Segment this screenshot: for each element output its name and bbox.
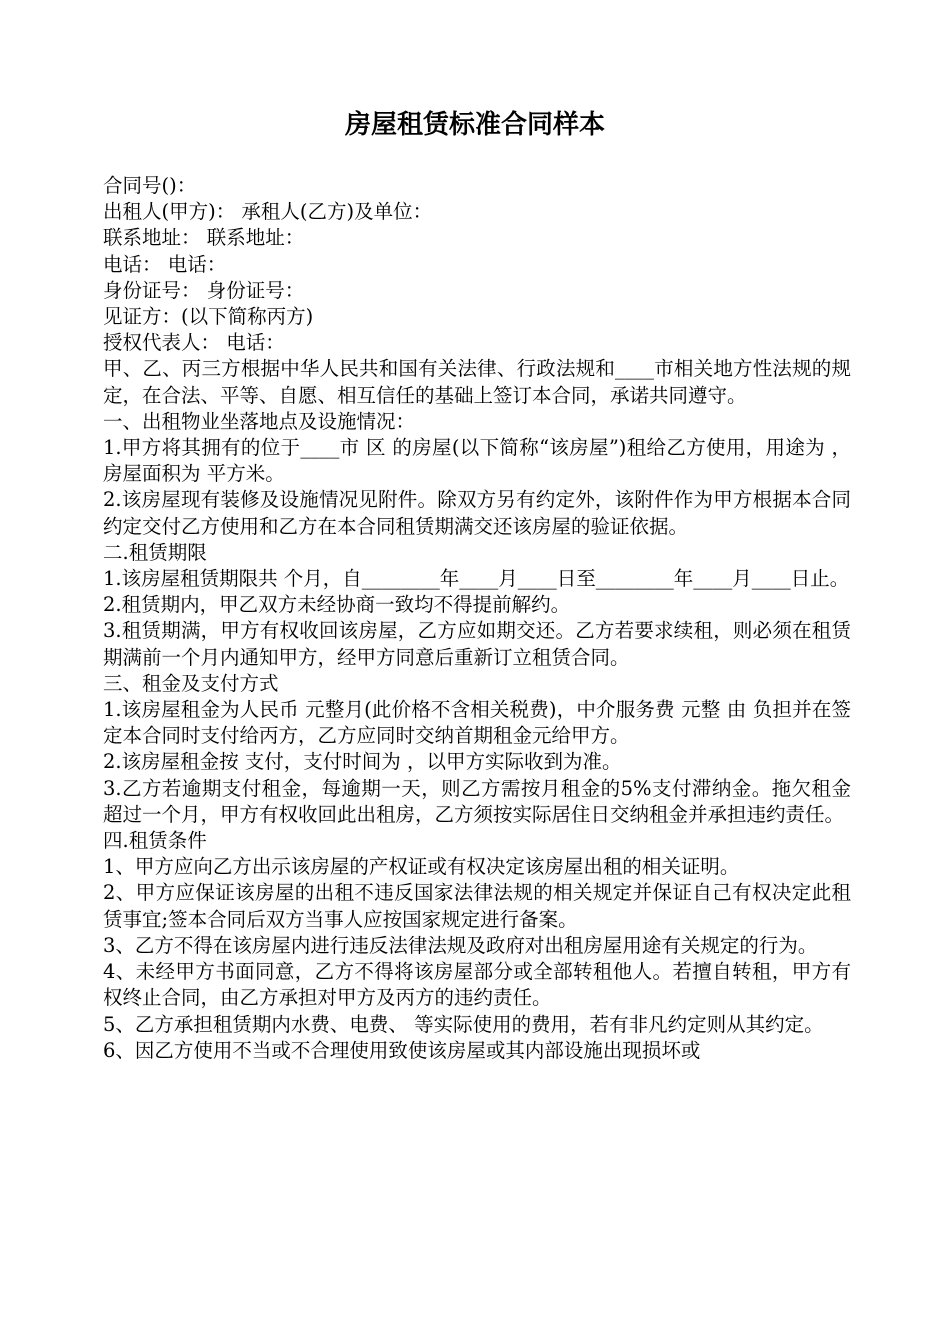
section-heading-3: 三、租金及支付方式	[103, 671, 279, 695]
clause-4-2: 2、甲方应保证该房屋的出租不违反国家法律法规的相关规定并保证自己有权决定此租赁事宜;签本合同后双方当事人应按国家规定进行备案。	[103, 881, 851, 931]
clause-4-5: 5、乙方承担租赁期内水费、电费、 等实际使用的费用，若有非凡约定则从其约定。	[103, 1012, 824, 1036]
clause-3-2: 2.该房屋租金按 支付，支付时间为 ，以甲方实际收到为准。	[103, 750, 622, 774]
document-title: 房屋租赁标准合同样本	[344, 110, 605, 140]
contract-body	[103, 173, 851, 1064]
section-heading-2: 二.租赁期限	[103, 540, 207, 564]
clause-2-3: 3.租赁期满，甲方有权收回该房屋，乙方应如期交还。乙方若要求续租，则必须在租赁期满前一个月内通知甲方，经甲方同意后重新订立租赁合同。	[103, 619, 851, 669]
clause-2-2: 2.租赁期内，甲乙双方未经协商一致均不得提前解约。	[103, 593, 571, 617]
clause-4-6: 6、因乙方使用不当或不合理使用致使该房屋或其内部设施出现损坏或	[103, 1038, 701, 1062]
section-heading-1: 一、出租物业坐落地点及设施情况：	[103, 409, 416, 433]
clause-2-1: 1.该房屋租赁期限共 个月，自________年____月____日至________年____月____日止。	[103, 567, 850, 591]
representative-line: 授权代表人： 电话：	[103, 331, 285, 355]
clause-4-1: 1、甲方应向乙方出示该房屋的产权证或有权决定该房屋出租的相关证明。	[103, 855, 740, 879]
witness-line: 见证方：(以下简称丙方)	[103, 305, 314, 329]
clause-1-2: 2.该房屋现有装修及设施情况见附件。除双方另有约定外，该附件作为甲方根据本合同约定交付乙方使用和乙方在本合同租赁期满交还该房屋的验证依据。	[103, 488, 851, 538]
contract-number-line: 合同号()：	[103, 174, 197, 197]
clause-3-1: 1.该房屋租金为人民币 元整月(此价格不含相关税费)，中介服务费 元整 由 负担并在签定本合同时支付给丙方，乙方应同时交纳首期租金元给甲方。	[103, 698, 851, 748]
clause-4-3: 3、乙方不得在该房屋内进行违反法律法规及政府对出租房屋用途有关规定的行为。	[103, 933, 818, 957]
section-heading-4: 四.租赁条件	[103, 829, 207, 853]
clause-1-1: 1.甲方将其拥有的位于____市 区 的房屋(以下简称“该房屋”)租给乙方使用，用途为 ，房屋面积为 平方米。	[103, 436, 851, 486]
phone-line: 电话： 电话：	[103, 252, 227, 276]
preamble-paragraph: 甲、乙、丙三方根据中华人民共和国有关法律、行政法规和____市相关地方性法规的规定，在合法、平等、自愿、相互信任的基础上签订本合同，承诺共同遵守。	[103, 357, 851, 407]
id-number-line: 身份证号： 身份证号：	[103, 278, 305, 302]
parties-line: 出租人(甲方)： 承租人(乙方)及单位：	[103, 200, 433, 224]
address-line: 联系地址： 联系地址：	[103, 226, 305, 250]
clause-3-3: 3.乙方若逾期支付租金，每逾期一天，则乙方需按月租金的5%支付滞纳金。拖欠租金超过一个月，甲方有权收回此出租房，乙方须按实际居住日交纳租金并承担违约责任。	[103, 776, 851, 826]
clause-4-4: 4、未经甲方书面同意，乙方不得将该房屋部分或全部转租他人。若擅自转租，甲方有权终止合同，由乙方承担对甲方及丙方的违约责任。	[103, 960, 851, 1010]
